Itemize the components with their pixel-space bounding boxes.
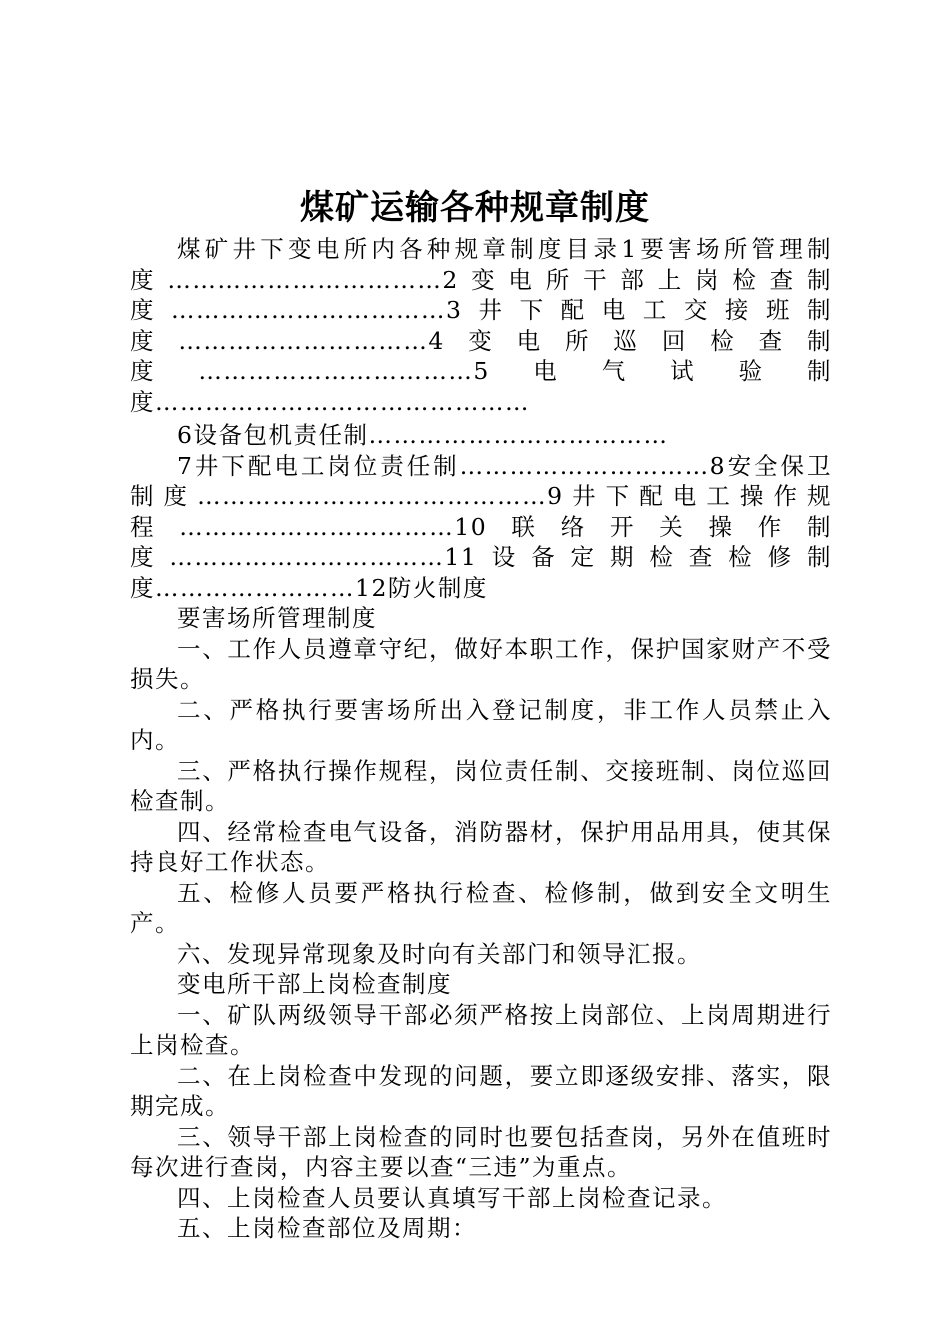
body-paragraph: 四、经常检查电气设备，消防器材，保护用品用具，使其保持良好工作状态。 — [130, 817, 832, 876]
body-paragraph: 二、在上岗检查中发现的问题，要立即逐级安排、落实，限期完成。 — [130, 1061, 832, 1120]
body-paragraph: 五、上岗检查部位及周期： — [177, 1214, 477, 1242]
body-paragraph: 二、严格执行要害场所出入登记制度，非工作人员禁止入内。 — [130, 695, 832, 754]
body-paragraph: 三、领导干部上岗检查的同时也要包括查岗，另外在值班时每次进行查岗，内容主要以查“三违”为重点。 — [130, 1122, 832, 1181]
body-paragraph: 六、发现异常现象及时向有关部门和领导汇报。 — [177, 939, 702, 968]
toc-paragraph: 7井下配电工岗位责任制…………………………8安全保卫制度……………………………………9井下配电工操作规程……………………………10联络开关操作制度……………………………11设备定期检查检修制度……………………12防火制度 — [130, 451, 832, 602]
document-body — [130, 234, 832, 1244]
body-paragraph: 四、上岗检查人员要认真填写干部上岗检查记录。 — [177, 1183, 727, 1212]
page-title: 煤矿运输各种规章制度 — [300, 188, 650, 228]
section-heading: 要害场所管理制度 — [177, 604, 377, 632]
body-paragraph: 三、严格执行操作规程，岗位责任制、交接班制、岗位巡回检查制。 — [130, 756, 832, 815]
toc-paragraph: 煤矿井下变电所内各种规章制度目录1要害场所管理制度……………………………2变电所干部上岗检查制度……………………………3井下配电工交接班制度…………………………4变电所巡回检查制度……………………………5电气试验制度……………………………………… — [130, 235, 832, 416]
body-paragraph: 一、矿队两级领导干部必须严格按上岗部位、上岗周期进行上岗检查。 — [130, 1000, 832, 1059]
section-heading: 变电所干部上岗检查制度 — [177, 970, 452, 998]
body-paragraph: 一、工作人员遵章守纪，做好本职工作，保护国家财产不受损失。 — [130, 634, 832, 693]
toc-paragraph: 6设备包机责任制……………………………… — [177, 421, 669, 449]
body-paragraph: 五、检修人员要严格执行检查、检修制，做到安全文明生产。 — [130, 878, 832, 937]
